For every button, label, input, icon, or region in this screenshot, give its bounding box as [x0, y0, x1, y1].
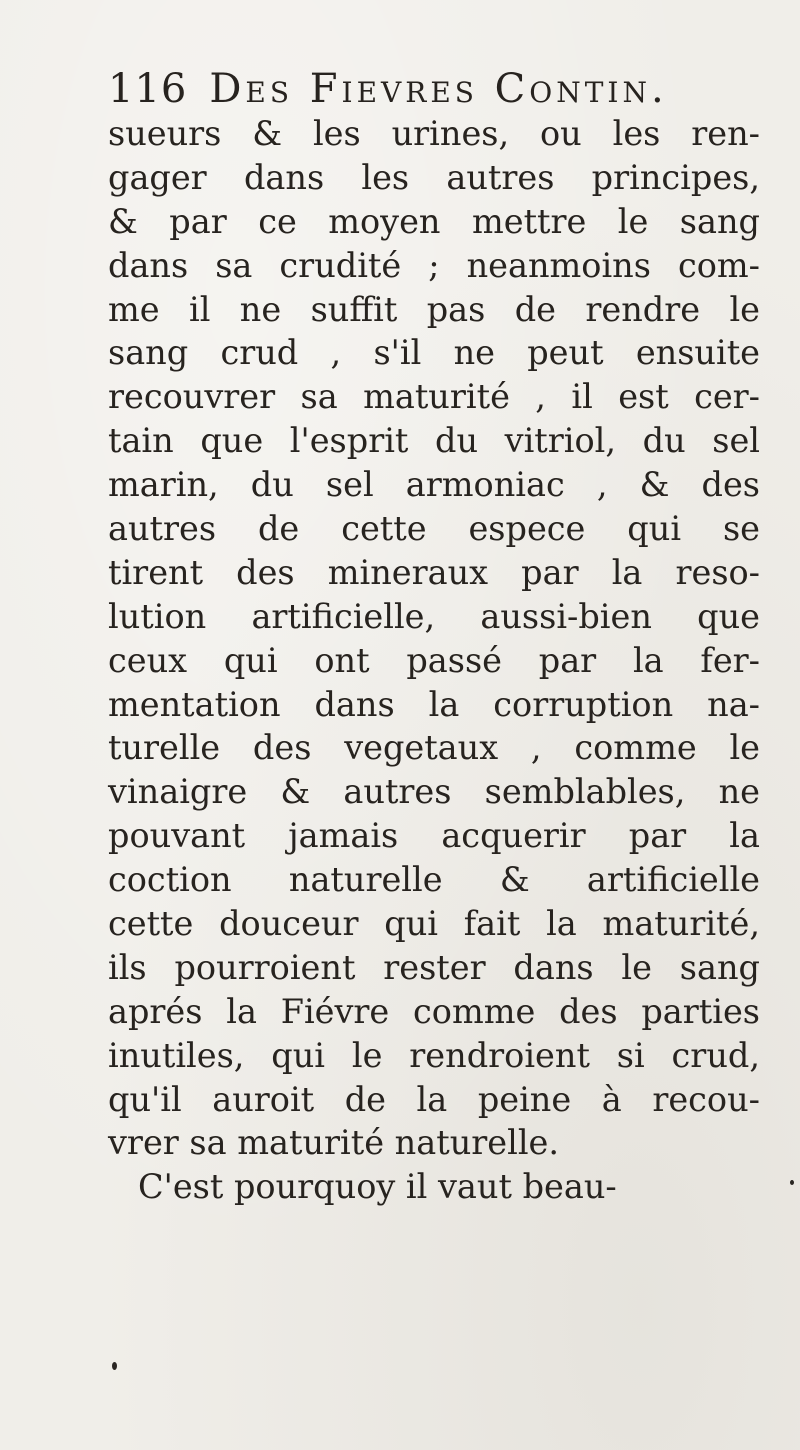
- text-line: ceux qui ont passé par la fer-: [108, 640, 760, 680]
- paragraph-last-line: vrer sa maturité naturelle.: [108, 1123, 560, 1163]
- text-line: tirent des mineraux par la reso-: [108, 552, 760, 592]
- text-line: lution artificielle, aussi-bien que: [108, 596, 760, 636]
- text-line: cette douceur qui fait la maturité,: [108, 904, 760, 944]
- text-line: qu'il auroit de la peine à recou-: [108, 1079, 760, 1119]
- paragraph-first-line: C'est pourquoy il vaut beau-: [138, 1167, 617, 1207]
- text-line: inutiles, qui le rendroient si crud,: [108, 1035, 760, 1075]
- text-line: tain que l'esprit du vitriol, du sel: [108, 421, 760, 461]
- text-line: aprés la Fiévre comme des parties: [108, 991, 760, 1031]
- text-line: pouvant jamais acquerir par la: [108, 816, 760, 856]
- text-line: marin, du sel armoniac , & des: [108, 465, 760, 505]
- text-line: gager dans les autres principes,: [108, 157, 760, 197]
- text-line: & par ce moyen mettre le sang: [108, 201, 760, 241]
- page-number: 116: [108, 66, 188, 112]
- text-line: coction naturelle & artificielle: [108, 860, 760, 900]
- text-line: turelle des vegetaux , comme le: [108, 728, 760, 768]
- running-title: Des Fievres Contin.: [209, 66, 668, 112]
- text-line: ils pourroient rester dans le sang: [108, 947, 760, 987]
- body-text: [108, 112, 760, 1209]
- text-line: dans sa crudité ; neanmoins com-: [108, 245, 760, 285]
- text-line: sang crud , s'il ne peut ensuite: [108, 333, 760, 373]
- text-line: sueurs & les urines, ou les ren-: [108, 114, 760, 153]
- text-line: me il ne suffit pas de rendre le: [108, 289, 760, 329]
- ink-speck: [790, 1180, 794, 1185]
- text-line: recouvrer sa maturité , il est cer-: [108, 377, 760, 417]
- text-line: autres de cette espece qui se: [108, 509, 760, 549]
- ink-speck: [112, 1362, 117, 1370]
- text-line: mentation dans la corruption na-: [108, 684, 760, 724]
- text-line: vinaigre & autres semblables, ne: [108, 772, 760, 812]
